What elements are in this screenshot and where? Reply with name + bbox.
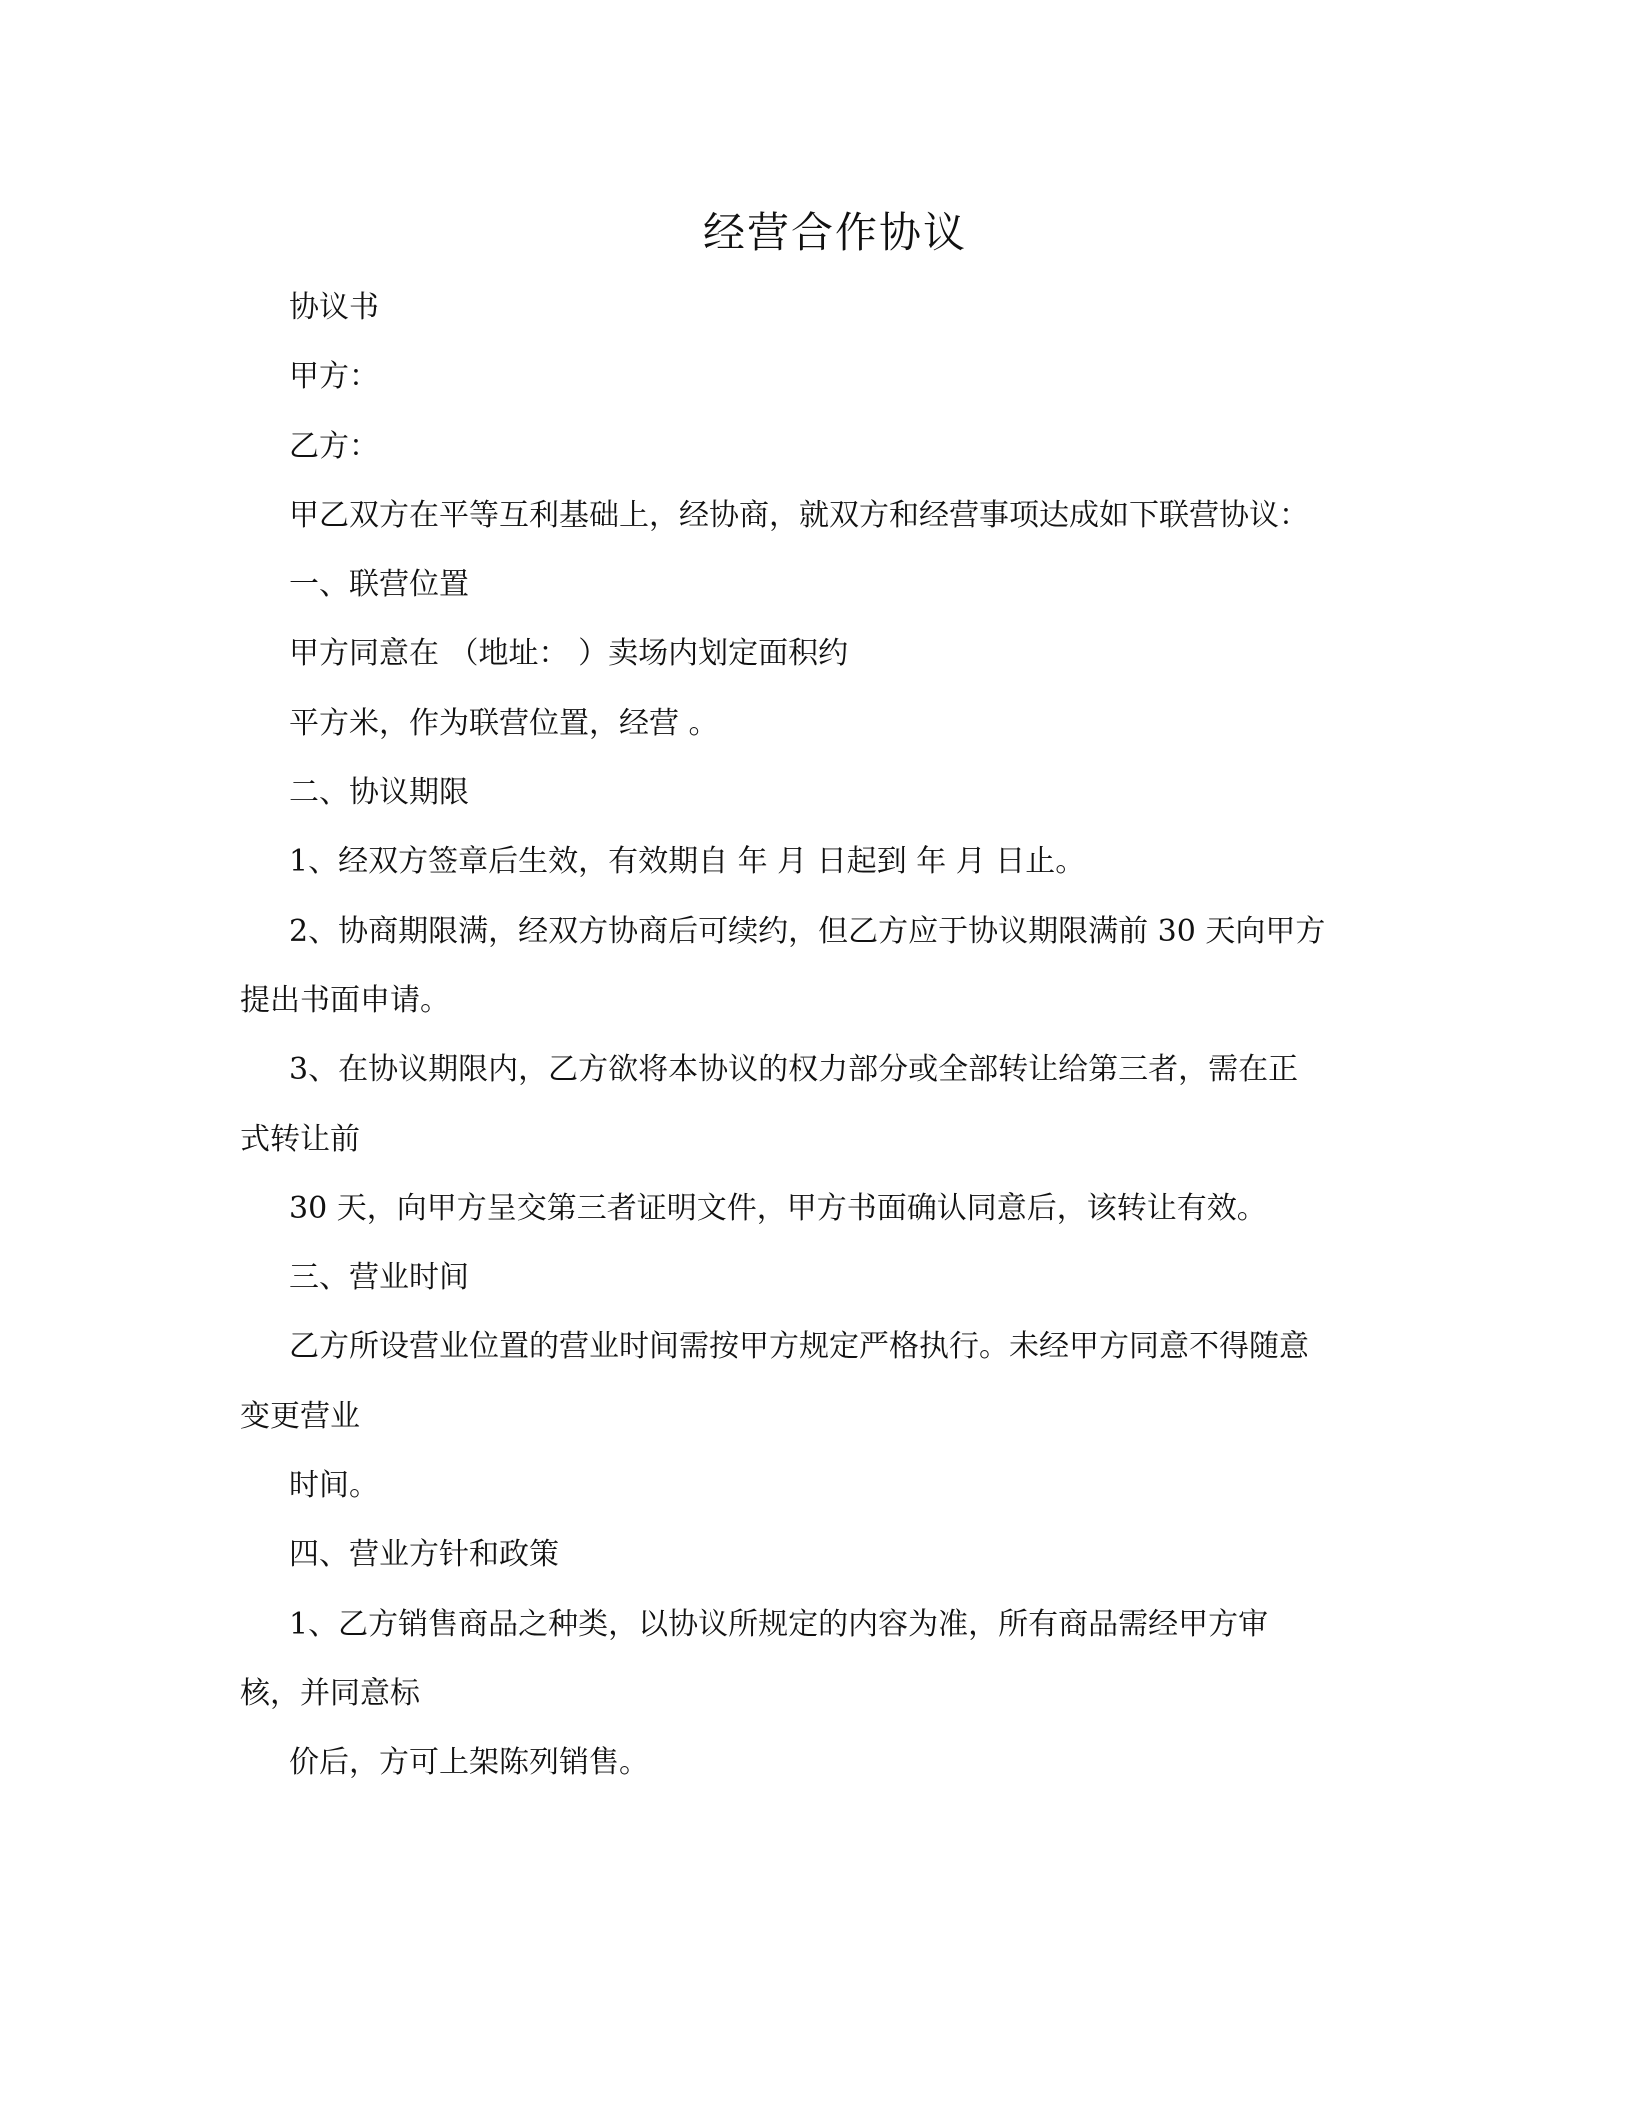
paragraph-line: 1、乙方销售商品之种类，以协议所规定的内容为准，所有商品需经甲方审 bbox=[289, 1606, 1269, 1642]
paragraph-line: 时间。 bbox=[289, 1468, 379, 1504]
paragraph-line: 乙方： bbox=[289, 428, 379, 464]
document-body bbox=[240, 273, 1380, 1798]
paragraph-line: 式转让前 bbox=[240, 1121, 360, 1157]
paragraph-line: 乙方所设营业位置的营业时间需按甲方规定严格执行。未经甲方同意不得随意 bbox=[289, 1329, 1309, 1365]
paragraph-line: 2、协商期限满，经双方协商后可续约，但乙方应于协议期限满前 30 天向甲方 bbox=[289, 913, 1326, 949]
paragraph-line: 核，并同意标 bbox=[240, 1675, 420, 1711]
paragraph-line: 1、经双方签章后生效，有效期自 年 月 日起到 年 月 日止。 bbox=[289, 844, 1086, 880]
paragraph-line: 30 天，向甲方呈交第三者证明文件，甲方书面确认同意后，该转让有效。 bbox=[289, 1190, 1267, 1226]
paragraph-line: 二、协议期限 bbox=[289, 775, 469, 811]
paragraph-line: 甲方同意在 （地址： ）卖场内划定面积约 bbox=[289, 636, 849, 672]
paragraph-line: 甲方： bbox=[289, 359, 379, 395]
paragraph-line: 三、营业时间 bbox=[289, 1260, 469, 1296]
paragraph-line: 变更营业 bbox=[240, 1398, 360, 1434]
paragraph-line: 平方米，作为联营位置，经营 。 bbox=[289, 705, 719, 741]
paragraph-line: 一、联营位置 bbox=[289, 567, 469, 603]
paragraph-line: 四、营业方针和政策 bbox=[289, 1537, 559, 1573]
paragraph-line: 协议书 bbox=[289, 290, 379, 325]
paragraph-line: 价后，方可上架陈列销售。 bbox=[289, 1745, 649, 1781]
paragraph-line: 提出书面申请。 bbox=[240, 982, 450, 1018]
paragraph-line: 3、在协议期限内，乙方欲将本协议的权力部分或全部转让给第三者，需在正 bbox=[289, 1052, 1299, 1088]
paragraph-line: 甲乙双方在平等互利基础上，经协商，就双方和经营事项达成如下联营协议： bbox=[289, 497, 1309, 533]
document-title: 经营合作协议 bbox=[702, 208, 967, 257]
